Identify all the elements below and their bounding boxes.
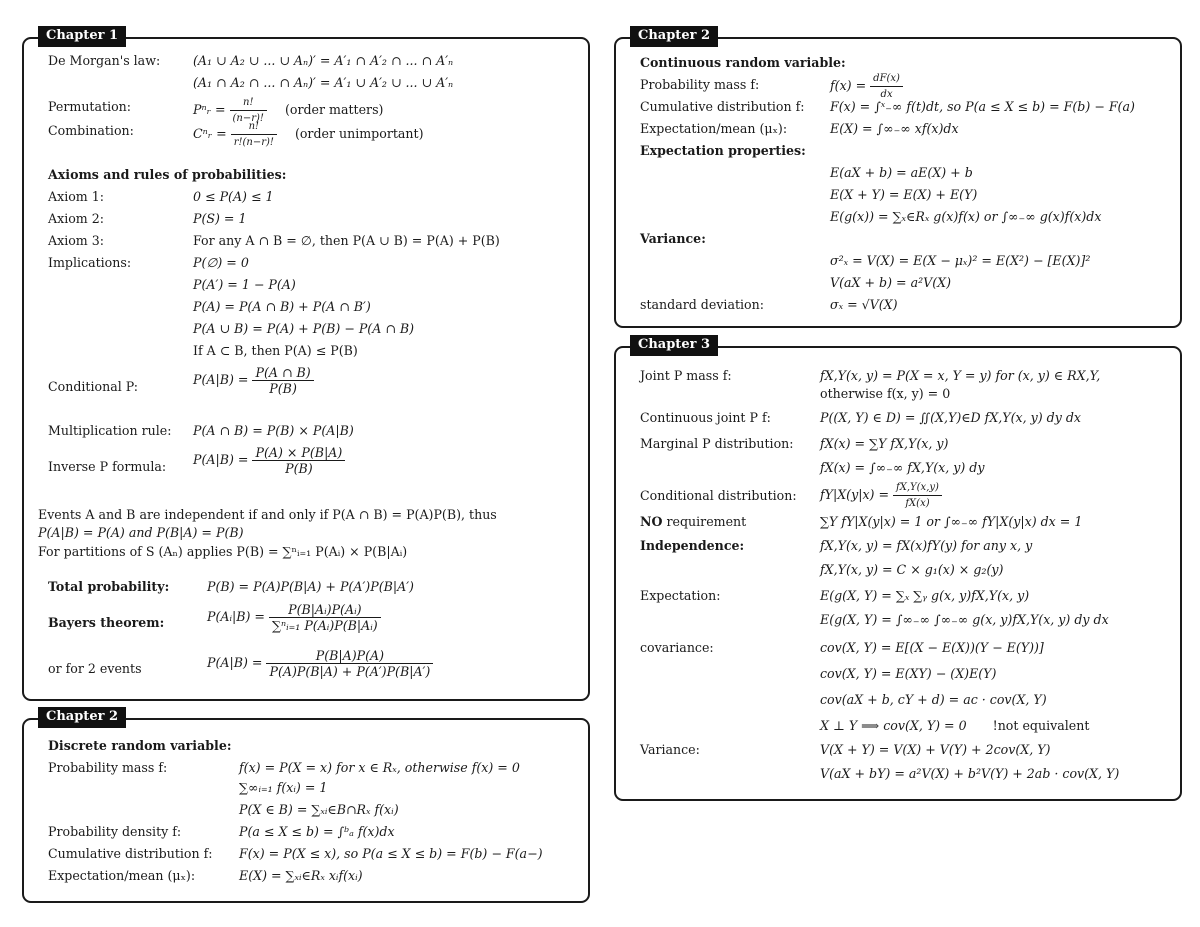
- conditional-formula: [193, 365, 314, 396]
- covariance-note: !not equivalent: [992, 718, 1090, 733]
- implication-4: P(A ∪ B) = P(A) + P(B) − P(A ∩ B): [193, 321, 415, 336]
- combination-lhs: Cⁿᵣ =: [193, 126, 227, 141]
- expectation-label: Expectation:: [640, 588, 721, 603]
- permutation-lhs: Pⁿᵣ =: [193, 102, 226, 117]
- conditional-den: P(B): [269, 381, 297, 396]
- chapter-3-tag: Chapter 3: [630, 335, 718, 356]
- independence-text-1: Events A and B are independent if and only if P(A ∩ B) = P(A)P(B), thus: [38, 507, 497, 522]
- inverse-num: P(A) × P(B|A): [252, 445, 345, 461]
- chapter-2-continuous-tag: Chapter 2: [630, 26, 718, 47]
- conditional-distribution-lhs: fY|X(y|x) =: [820, 487, 890, 502]
- expectation-property-2: E(X + Y) = E(X) + E(Y): [830, 187, 978, 202]
- no-requirement-rest: requirement: [666, 514, 747, 529]
- discrete-cdf: F(x) = P(X ≤ x), so P(a ≤ X ≤ b) = F(b) − F(a−): [239, 846, 543, 861]
- conditional-lhs: P(A|B) =: [193, 372, 249, 387]
- conditional-num: P(A ∩ B): [252, 365, 313, 381]
- implication-5: If A ⊂ B, then P(A) ≤ P(B): [193, 343, 358, 358]
- no-requirement-label: [640, 514, 746, 530]
- expectation-property-3: E(g(x)) = ∑ₓ∈Rₓ g(x)f(x) or ∫∞₋∞ g(x)f(x)dx: [830, 209, 1102, 224]
- marginal-formula-2: fX(x) = ∫∞₋∞ fX,Y(x, y) dy: [820, 460, 985, 475]
- inverse-lhs: P(A|B) =: [193, 452, 249, 467]
- covariance-independence: X ⊥ Y ⟹ cov(X, Y) = 0: [820, 718, 967, 733]
- permutation-num: n!: [230, 95, 267, 111]
- continuous-joint-formula: P((X, Y) ∈ D) = ∬(X,Y)∈D fX,Y(x, y) dy dx: [820, 410, 1081, 425]
- conditional-distribution-label: Conditional distribution:: [640, 488, 797, 503]
- joint-formula-1: fX,Y(x, y) = P(X = x, Y = y) for (x, y) ∈ RX,Y,: [820, 368, 1101, 383]
- continuous-pmf-den: dx: [880, 89, 893, 100]
- expectation-formula-1: E(g(X, Y) = ∑ₓ ∑ᵧ g(x, y)fX,Y(x, y): [820, 588, 1030, 603]
- joint-formula-2: otherwise f(x, y) = 0: [820, 386, 951, 401]
- standard-deviation-label: standard deviation:: [640, 297, 764, 312]
- joint-label: Joint P mass f:: [640, 368, 732, 383]
- two-events-lhs: P(A|B) =: [207, 655, 263, 670]
- permutation-den: (n−r)!: [232, 113, 264, 124]
- combination-fraction: [231, 119, 277, 150]
- chapter-1-box: [22, 28, 590, 701]
- partition-text: For partitions of S (Aₙ) applies P(B) = ∑ⁿᵢ₌₁ P(Aᵢ) × P(B|Aᵢ): [38, 544, 408, 559]
- bayes-formula: [207, 602, 381, 633]
- conditional-distribution-formula: [820, 480, 942, 511]
- inverse-formula: [193, 445, 345, 476]
- axiom-1-label: Axiom 1:: [48, 189, 105, 204]
- permutation-label: Permutation:: [48, 99, 132, 114]
- chapter-1-tag: Chapter 1: [38, 26, 126, 47]
- expectation-formula-2: E(g(X, Y) = ∫∞₋∞ ∫∞₋∞ g(x, y)fX,Y(x, y) dy dx: [820, 612, 1109, 627]
- combination-formula: [193, 119, 424, 150]
- bayes-num: P(B|Aᵢ)P(Aᵢ): [269, 602, 381, 618]
- implication-1: P(∅) = 0: [193, 255, 249, 270]
- continuous-exp: E(X) = ∫∞₋∞ xf(x)dx: [830, 121, 959, 136]
- continuous-pmf-label: Probability mass f:: [640, 77, 760, 92]
- chapter-2-discrete-box: [22, 709, 590, 903]
- combination-label: Combination:: [48, 123, 134, 138]
- continuous-cdf: F(x) = ∫ˣ₋∞ f(t)dt, so P(a ≤ X ≤ b) = F(b) − F(a): [830, 99, 1135, 114]
- marginal-formula-1: fX(x) = ∑Y fX,Y(x, y): [820, 436, 949, 451]
- discrete-cdf-label: Cumulative distribution f:: [48, 846, 213, 861]
- two-events-den: P(A)P(B|A) + P(A′)P(B|A′): [269, 664, 431, 679]
- demorgan-formula-1: (A₁ ∪ A₂ ∪ ... ∪ Aₙ)′ = A′₁ ∩ A′₂ ∩ ... ∩ A′ₙ: [193, 53, 454, 68]
- conditional-fraction: [252, 365, 313, 396]
- independence-formula-1: fX,Y(x, y) = fX(x)fY(y) for any x, y: [820, 538, 1033, 553]
- chapter-3-box: [614, 337, 1182, 801]
- discrete-pdf: P(a ≤ X ≤ b) = ∫ᵇₐ f(x)dx: [239, 824, 395, 839]
- independence-label: Independence:: [640, 538, 745, 553]
- variance-heading: Variance:: [640, 231, 706, 246]
- discrete-pmf-2: ∑∞ᵢ₌₁ f(xᵢ) = 1: [239, 780, 328, 795]
- covariance-label: covariance:: [640, 640, 714, 655]
- conditional-label: Conditional P:: [48, 379, 139, 394]
- discrete-pmf-1: f(x) = P(X = x) for x ∈ Rₓ, otherwise f(x) = 0: [239, 760, 520, 775]
- total-probability-label: Total probability:: [48, 579, 170, 594]
- bayes-fraction: [269, 602, 381, 633]
- implication-2: P(A′) = 1 − P(A): [193, 277, 296, 292]
- chapter-2-discrete-tag: Chapter 2: [38, 707, 126, 728]
- inverse-label: Inverse P formula:: [48, 459, 167, 474]
- demorgan-label: De Morgan's law:: [48, 53, 161, 68]
- multiplication-formula: P(A ∩ B) = P(B) × P(A|B): [193, 423, 354, 438]
- permutation-note: (order matters): [284, 102, 384, 117]
- variance-sum-formula-2: V(aX + bY) = a²V(X) + b²V(Y) + 2ab · cov(X, Y): [820, 766, 1120, 781]
- inverse-den: P(B): [285, 461, 313, 476]
- combination-num: n!: [231, 119, 277, 135]
- axiom-3-label: Axiom 3:: [48, 233, 105, 248]
- variance-label: Variance:: [640, 742, 700, 757]
- bayes-den: ∑ⁿᵢ₌₁ P(Aᵢ)P(B|Aᵢ): [272, 618, 378, 633]
- chapter-2-continuous-box: [614, 28, 1182, 328]
- covariance-formula-3: cov(aX + b, cY + d) = ac · cov(X, Y): [820, 692, 1047, 707]
- continuous-pmf-formula: [830, 71, 903, 102]
- bayes-lhs: P(Aᵢ|B) =: [207, 609, 265, 624]
- covariance-formula-2: cov(X, Y) = E(XY) − (X)E(Y): [820, 666, 997, 681]
- continuous-exp-label: Expectation/mean (μₓ):: [640, 121, 788, 136]
- implication-3: P(A) = P(A ∩ B) + P(A ∩ B′): [193, 299, 371, 314]
- axiom-2: P(S) = 1: [193, 211, 247, 226]
- two-events-formula: [207, 648, 433, 679]
- two-events-fraction: [266, 648, 433, 679]
- expectation-properties-heading: Expectation properties:: [640, 143, 806, 158]
- multiplication-label: Multiplication rule:: [48, 423, 172, 438]
- axiom-1: 0 ≤ P(A) ≤ 1: [193, 189, 274, 204]
- variance-sum-formula-1: V(X + Y) = V(X) + V(Y) + 2cov(X, Y): [820, 742, 1051, 757]
- inverse-fraction: [252, 445, 345, 476]
- expectation-property-1: E(aX + b) = aE(X) + b: [830, 165, 973, 180]
- discrete-exp: E(X) = ∑ₓᵢ∈Rₓ xᵢf(xᵢ): [239, 868, 363, 883]
- discrete-pmf-label: Probability mass f:: [48, 760, 168, 775]
- combination-note: (order unimportant): [294, 126, 424, 141]
- continuous-pmf-num: dF(x): [870, 71, 903, 87]
- continuous-joint-label: Continuous joint P f:: [640, 410, 771, 425]
- axiom-2-label: Axiom 2:: [48, 211, 105, 226]
- continuous-pmf-fraction: [870, 71, 903, 102]
- implications-label: Implications:: [48, 255, 132, 270]
- conditional-distribution-den: fX(x): [905, 498, 930, 509]
- variance-formula-2: V(aX + b) = a²V(X): [830, 275, 952, 290]
- no-requirement-bold: NO: [640, 514, 663, 529]
- continuous-pmf-lhs: f(x) =: [830, 78, 867, 93]
- two-events-num: P(B|A)P(A): [266, 648, 433, 664]
- independence-text-2: P(A|B) = P(A) and P(B|A) = P(B): [38, 525, 244, 540]
- variance-formula-1: σ²ₓ = V(X) = E(X − μₓ)² = E(X²) − [E(X)]²: [830, 253, 1091, 268]
- marginal-label: Marginal P distribution:: [640, 436, 794, 451]
- discrete-heading: Discrete random variable:: [48, 738, 232, 753]
- axiom-3: For any A ∩ B = ∅, then P(A ∪ B) = P(A) + P(B): [193, 233, 500, 248]
- continuous-heading: Continuous random variable:: [640, 55, 846, 70]
- demorgan-formula-2: (A₁ ∩ A₂ ∩ ... ∩ Aₙ)′ = A′₁ ∪ A′₂ ∪ ... ∪ A′ₙ: [193, 75, 454, 90]
- standard-deviation-formula: σₓ = √V(X): [830, 297, 898, 312]
- total-probability-formula: P(B) = P(A)P(B|A) + P(A′)P(B|A′): [207, 579, 414, 594]
- covariance-formula-4: [820, 718, 1089, 734]
- conditional-distribution-num: fX,Y(x,y): [893, 480, 942, 496]
- discrete-exp-label: Expectation/mean (μₓ):: [48, 868, 196, 883]
- independence-formula-2: fX,Y(x, y) = C × g₁(x) × g₂(y): [820, 562, 1004, 577]
- bayes-label: Bayers theorem:: [48, 615, 165, 630]
- axioms-heading: Axioms and rules of probabilities:: [48, 167, 287, 182]
- two-events-label: or for 2 events: [48, 661, 142, 676]
- continuous-cdf-label: Cumulative distribution f:: [640, 99, 805, 114]
- covariance-formula-1: cov(X, Y) = E[(X − E(X))(Y − E(Y))]: [820, 640, 1044, 655]
- discrete-pmf-3: P(X ∈ B) = ∑ₓᵢ∈B∩Rₓ f(xᵢ): [239, 802, 399, 817]
- combination-den: r!(n−r)!: [233, 137, 274, 148]
- conditional-distribution-fraction: [893, 480, 942, 511]
- discrete-pdf-label: Probability density f:: [48, 824, 182, 839]
- no-requirement-formula: ∑Y fY|X(y|x) = 1 or ∫∞₋∞ fY|X(y|x) dx = 1: [820, 514, 1083, 529]
